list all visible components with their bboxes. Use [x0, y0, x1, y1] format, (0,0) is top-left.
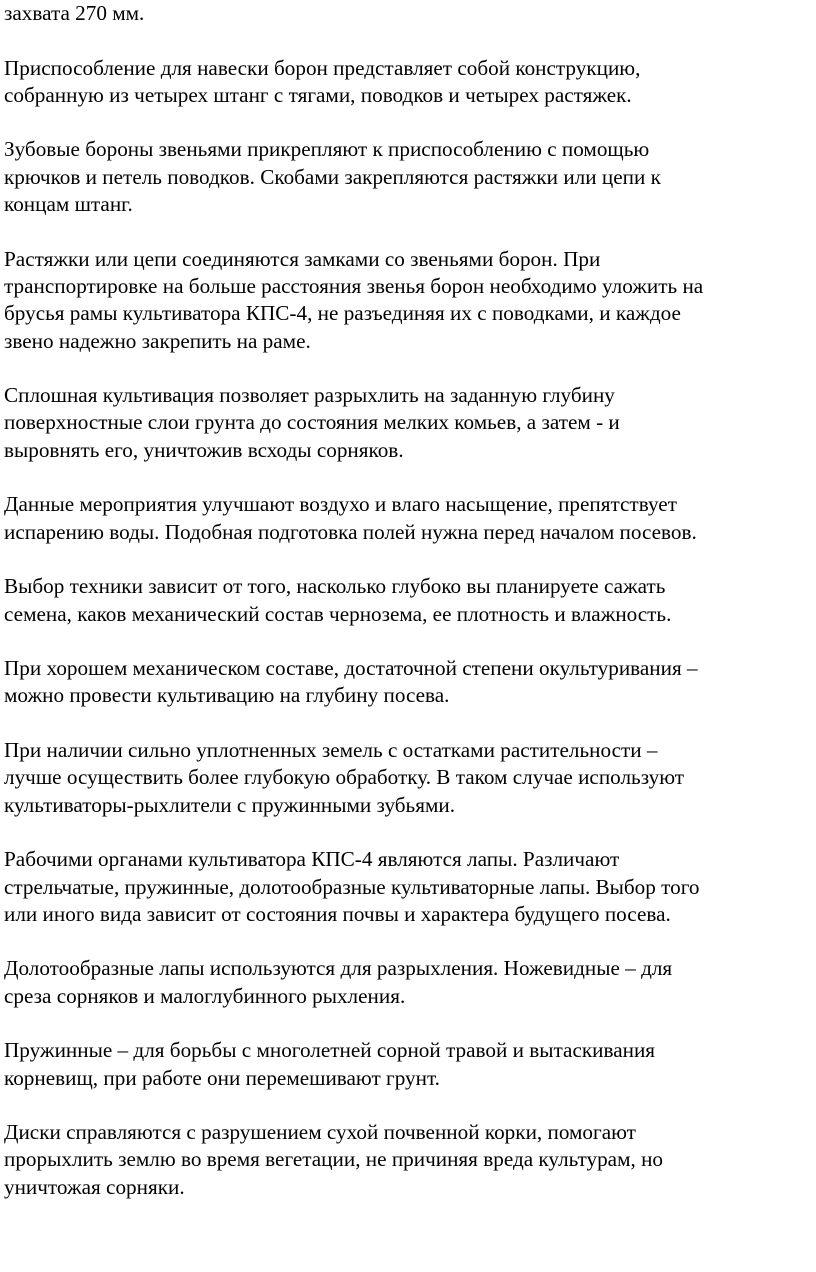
text-line: лучше осуществить более глубокую обработку. В таком случае используют	[4, 765, 685, 790]
text-line: Долотообразные лапы используются для разрыхления. Ножевидные – для	[4, 956, 673, 981]
text-line: прорыхлить землю во время вегетации, не причиняя вреда культурам, но	[4, 1147, 664, 1172]
paragraph	[4, 0, 816, 27]
text-line: стрельчатые, пружинные, долотообразные культиваторные лапы. Выбор того	[4, 874, 700, 899]
text-line: Приспособление для навески борон представляет собой конструкцию,	[4, 55, 641, 80]
text-line: Диски справляются с разрушением сухой почвенной корки, помогают	[4, 1120, 636, 1145]
text-line: концам штанг.	[4, 192, 133, 217]
text-line: можно провести культивацию на глубину посева.	[4, 683, 450, 708]
text-line: культиваторы-рыхлители с пружинными зубьями.	[4, 792, 455, 817]
paragraph	[4, 491, 816, 546]
text-line: звено надежно закрепить на раме.	[4, 328, 311, 353]
paragraph	[4, 655, 816, 710]
text-line: транспортировке на больше расстояния звенья борон необходимо уложить на	[4, 273, 704, 298]
paragraph	[4, 55, 816, 110]
paragraph	[4, 136, 816, 218]
text-line: При хорошем механическом составе, достаточной степени окультуривания –	[4, 656, 698, 681]
paragraph	[4, 246, 816, 355]
text-line: испарению воды. Подобная подготовка полей нужна перед началом посевов.	[4, 519, 697, 544]
text-line: Пружинные – для борьбы с многолетней сорной травой и вытаскивания	[4, 1038, 656, 1063]
paragraph	[4, 955, 816, 1010]
paragraph	[4, 1119, 816, 1201]
text-line: Выбор техники зависит от того, насколько глубоко вы планируете сажать	[4, 574, 666, 599]
text-line: семена, каков механический состав чернозема, ее плотность и влажность.	[4, 601, 672, 626]
text-line: При наличии сильно уплотненных земель с остатками растительности –	[4, 738, 658, 763]
text-line: выровнять его, уничтожив всходы сорняков.	[4, 437, 404, 462]
text-line: поверхностные слои грунта до состояния мелких комьев, а затем - и	[4, 410, 620, 435]
text-line: среза сорняков и малоглубинного рыхления.	[4, 983, 406, 1008]
paragraph	[4, 573, 816, 628]
text-line: Сплошная культивация позволяет разрыхлить на заданную глубину	[4, 383, 615, 408]
document-body	[4, 0, 816, 1228]
text-line: Растяжки или цепи соединяются замками со звеньями борон. При	[4, 246, 601, 271]
text-line: Рабочими органами культиватора КПС-4 являются лапы. Различают	[4, 847, 620, 872]
paragraph	[4, 1037, 816, 1092]
text-line: или иного вида зависит от состояния почвы и характера будущего посева.	[4, 901, 671, 926]
text-line: крючков и петель поводков. Скобами закрепляются растяжки или цепи к	[4, 164, 661, 189]
text-line: корневищ, при работе они перемешивают грунт.	[4, 1065, 440, 1090]
text-line: собранную из четырех штанг с тягами, поводков и четырех растяжек.	[4, 82, 632, 107]
text-line: брусья рамы культиватора КПС-4, не разъединяя их с поводками, и каждое	[4, 301, 681, 326]
paragraph	[4, 382, 816, 464]
text-line: захвата 270 мм.	[4, 1, 145, 25]
text-line: Данные мероприятия улучшают воздухо и влаго насыщение, препятствует	[4, 492, 677, 517]
text-line: уничтожая сорняки.	[4, 1174, 185, 1199]
paragraph	[4, 737, 816, 819]
paragraph	[4, 846, 816, 928]
text-line: Зубовые бороны звеньями прикрепляют к приспособлению с помощью	[4, 137, 650, 162]
